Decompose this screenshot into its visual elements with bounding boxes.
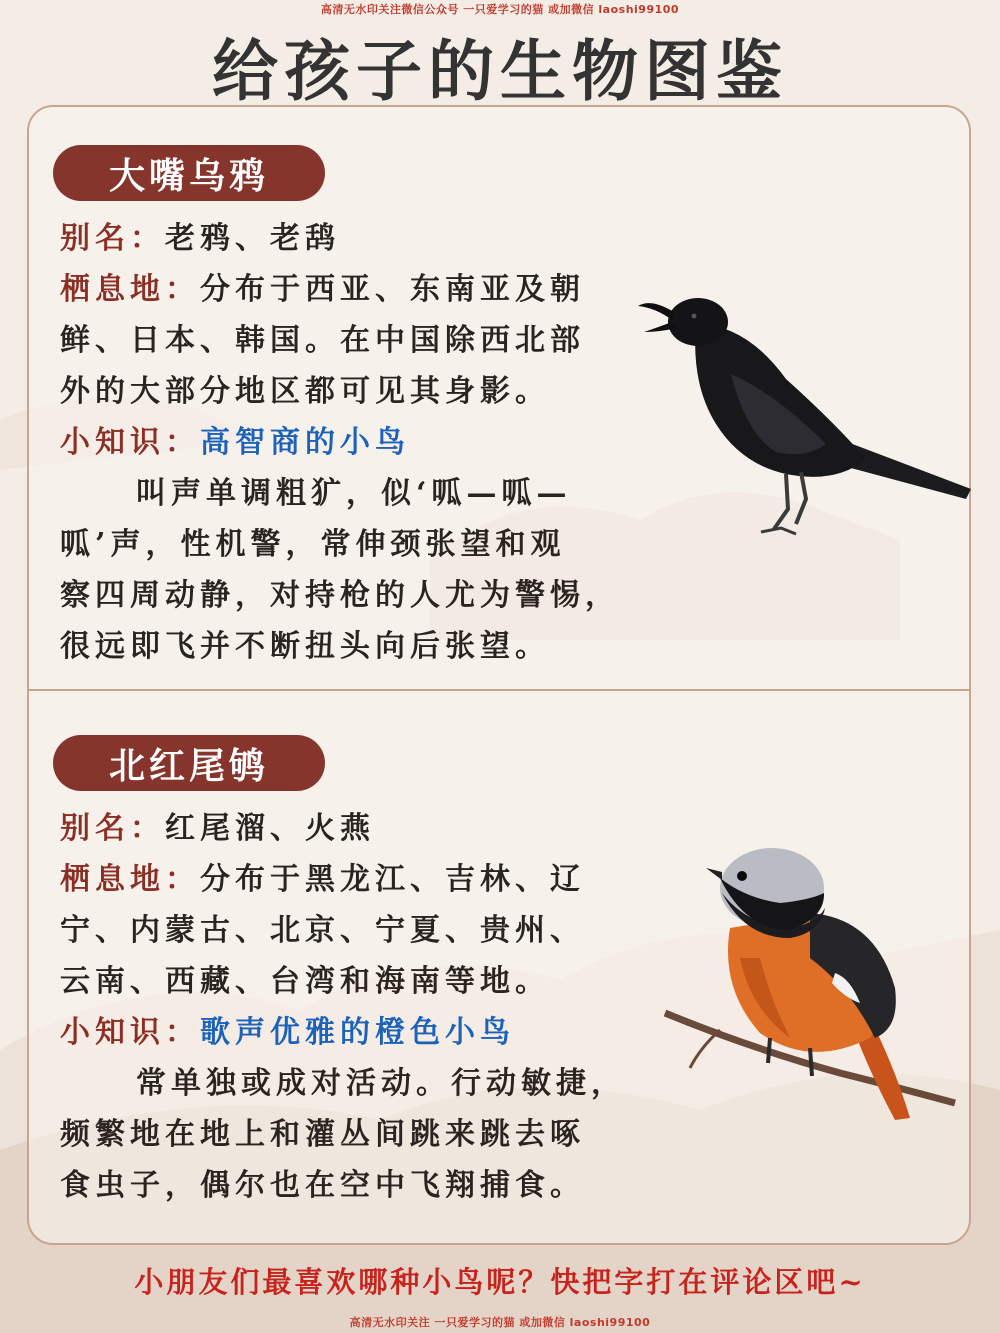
- habitat-label: 栖息地：: [60, 862, 200, 897]
- habitat-line: 宁、内蒙古、北京、宁夏、贵州、: [60, 913, 585, 948]
- habitat-row: [60, 854, 640, 905]
- description-line: 食虫子，偶尔也在空中飞翔捕食。: [60, 1168, 585, 1203]
- bottom-watermark: 高清无水印关注 一只爱学习的猫 或加微信 laoshi99100: [349, 1316, 651, 1329]
- fact-label: 小知识：: [60, 1015, 200, 1050]
- fact-value: 歌声优雅的橙色小鸟: [200, 1015, 515, 1050]
- alias-value: 红尾溜、火燕: [165, 811, 375, 846]
- bird-name-badge: 北红尾鸲: [53, 735, 325, 791]
- bird-info: [60, 213, 640, 672]
- description-line: 常单独或成对活动。行动敏捷，: [136, 1066, 626, 1101]
- habitat-label: 栖息地：: [60, 272, 200, 307]
- alias-value: 老鸦、老鸹: [165, 221, 340, 256]
- description-line: 很远即飞并不断扭头向后张望。: [60, 629, 550, 664]
- fact-value: 高智商的小鸟: [200, 425, 410, 460]
- habitat-line: 外的大部分地区都可见其身影。: [60, 374, 550, 409]
- bird-name-badge: 大嘴乌鸦: [53, 145, 325, 201]
- alias-label: 别名：: [60, 811, 165, 846]
- description-line: 叫声单调粗犷，似‘呱—呱—: [136, 476, 572, 511]
- fact-row: [60, 417, 640, 468]
- comment-prompt: 小朋友们最喜欢哪种小鸟呢？快把字打在评论区吧~: [134, 1265, 866, 1299]
- top-watermark: 高清无水印关注微信公众号 一只爱学习的猫 或加微信 laoshi99100: [320, 3, 680, 16]
- alias-row: [60, 803, 640, 854]
- habitat-line: 鲜、日本、韩国。在中国除西北部: [60, 323, 585, 358]
- page-title: 给孩子的生物图鉴: [212, 33, 788, 110]
- bird-info: [60, 803, 640, 1211]
- fact-row: [60, 1007, 640, 1058]
- alias-row: [60, 213, 640, 264]
- description-line: 呱’声，性机警，常伸颈张望和观: [60, 527, 566, 562]
- habitat-line: 分布于黑龙江、吉林、辽: [200, 862, 585, 897]
- section-divider: [27, 689, 971, 691]
- redstart-illustration: [660, 838, 960, 1128]
- habitat-line: 云南、西藏、台湾和海南等地。: [60, 964, 550, 999]
- habitat-row: [60, 264, 640, 315]
- description-line: 察四周动静，对持枪的人尤为警惕，: [60, 578, 620, 613]
- alias-label: 别名：: [60, 221, 165, 256]
- description-line: 频繁地在地上和灌丛间跳来跳去啄: [60, 1117, 585, 1152]
- crow-illustration: [636, 284, 976, 544]
- habitat-line: 分布于西亚、东南亚及朝: [200, 272, 585, 307]
- fact-label: 小知识：: [60, 425, 200, 460]
